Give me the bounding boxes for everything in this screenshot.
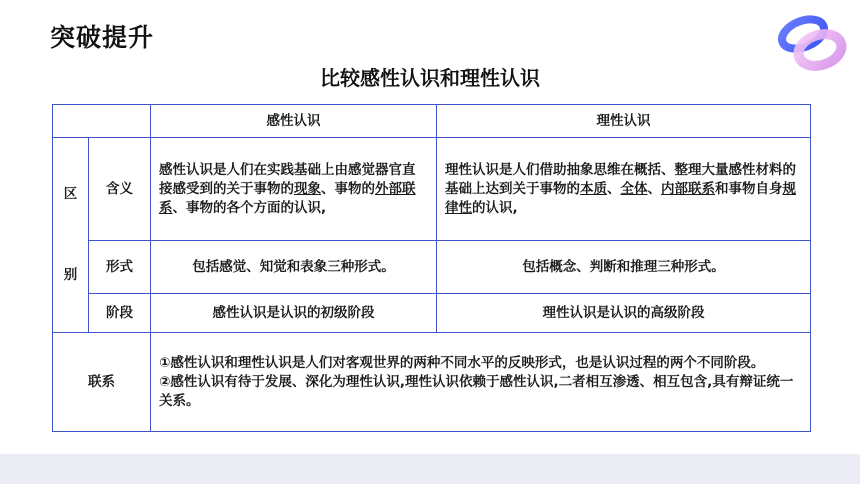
table-row-meaning	[53, 138, 811, 241]
relation-item-1: ①感性认识和理性认识是人们对客观世界的两种不同水平的反映形式，也是认识过程的两个不同阶段。	[159, 354, 765, 371]
ring-logo-icon	[770, 8, 850, 78]
keyword-internal-relation: 内部联系	[661, 180, 715, 197]
table-row-stage	[53, 294, 811, 333]
row-label-relation: 联系	[53, 333, 151, 432]
meaning-rational-cell: 理性认识是人们借助抽象思维在概括、整理大量感性材料的基础上达到关于事物的本质、全体、内部联系和事物自身规律性的认识,	[437, 138, 811, 241]
comparison-table	[52, 104, 811, 432]
header-perceptual: 感性认识	[151, 105, 437, 138]
form-rational-cell: 包括概念、判断和推理三种形式。	[437, 241, 811, 294]
relation-cell	[151, 333, 811, 432]
keyword-essence: 本质	[580, 180, 607, 197]
keyword-phenomenon: 现象	[294, 180, 321, 197]
table-title: 比较感性认识和理性认识	[320, 66, 540, 90]
form-perceptual-cell: 包括感觉、知觉和表象三种形式。	[151, 241, 437, 294]
meaning-perceptual-cell: 感性认识是人们在实践基础上由感觉器官直接感受到的关于事物的现象、事物的外部联系、事物的各个方面的认识,	[151, 138, 437, 241]
table-row-relation	[53, 333, 811, 432]
keyword-external-relation: 外部联系	[159, 180, 416, 216]
stage-rational-cell: 理性认识是认识的高级阶段	[437, 294, 811, 333]
difference-label	[53, 138, 89, 333]
relation-item-2: ②感性认识有待于发展、深化为理性认识,理性认识依赖于感性认识,二者相互渗透、相互包含,具有辩证统一关系。	[159, 373, 794, 409]
header-rational: 理性认识	[437, 105, 811, 138]
table-row-form	[53, 241, 811, 294]
page-title: 突破提升	[50, 23, 155, 52]
bottom-band	[0, 454, 860, 484]
difference-label-char-2: 别	[63, 267, 78, 283]
row-label-stage: 阶段	[89, 294, 151, 333]
table-header-row	[53, 105, 811, 138]
keyword-whole: 全体	[620, 180, 648, 197]
header-empty-cell	[53, 105, 151, 138]
stage-perceptual-cell: 感性认识是认识的初级阶段	[151, 294, 437, 333]
difference-label-char-1: 区	[63, 186, 78, 202]
keyword-regularity: 规律性	[445, 180, 796, 216]
row-label-meaning: 含义	[89, 138, 151, 241]
row-label-form: 形式	[89, 241, 151, 294]
